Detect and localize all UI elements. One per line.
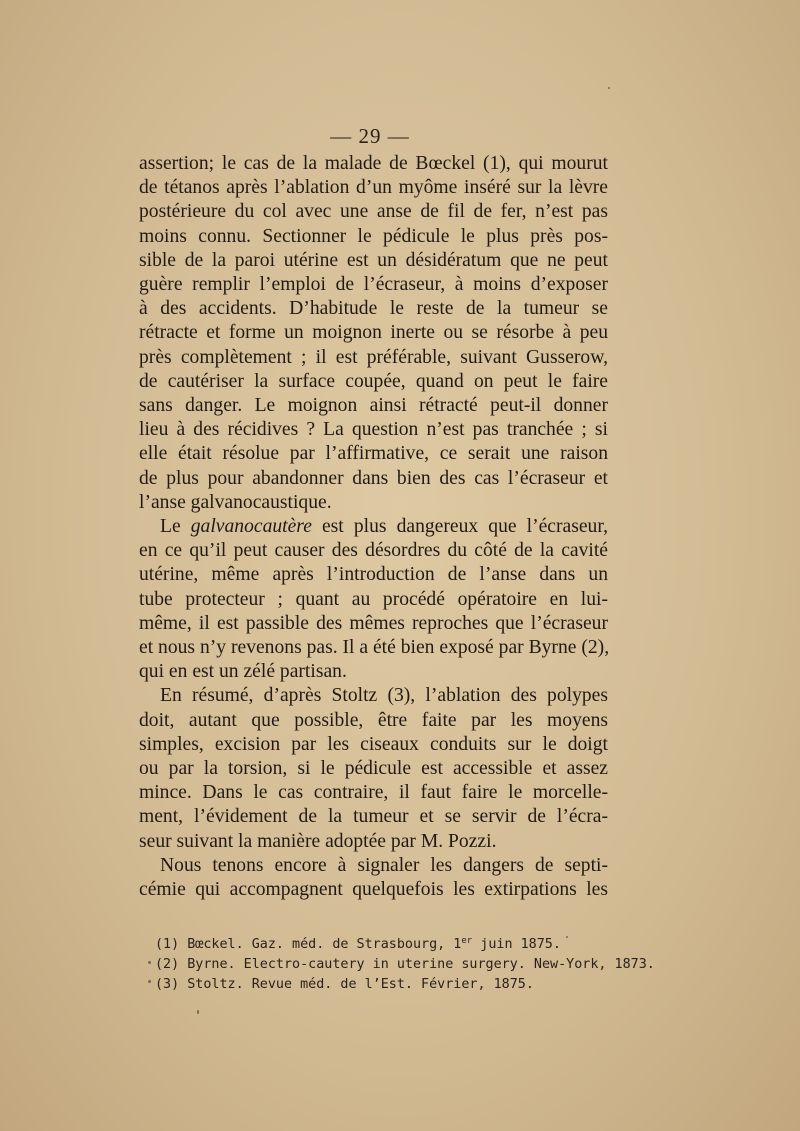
text-line: moins connu. Sectionner le pédicule le plus près pos- [139, 225, 608, 247]
text-line: sible de la paroi utérine est un désidératum que ne peut [139, 249, 608, 271]
text-line: sans danger. Le moignon ainsi rétracté peut-il donner [139, 395, 608, 417]
text-line: tube protecteur ; quant au procédé opératoire en lui- [139, 588, 608, 610]
text-line: assertion; le cas de la malade de Bœckel (1), qui mourut [139, 153, 608, 174]
paper-speck [148, 980, 151, 983]
text-line: Nous tenons encore à signaler les dangers de septi- [160, 854, 608, 876]
text-line: mince. Dans le cas contraire, il faut faire le morcelle- [139, 782, 608, 804]
text-line: de cautériser la surface coupée, quand on peut le faire [139, 370, 608, 392]
text-line: seur suivant la manière adoptée par M. Pozzi. [139, 830, 497, 852]
text-line: de tétanos après l’ablation d’un myôme inséré sur la lèvre [139, 177, 608, 199]
text-line: postérieure du col avec une anse de fil de fer, n’est pas [139, 201, 608, 223]
footnote: (3) Stoltz. Revue méd. de l’Est. Février, 1875. [155, 977, 534, 992]
text-line: cémie qui accompagnent quelquefois les extirpations les [139, 879, 608, 901]
text-line: même, il est passible des mêmes reproches que l’écraseur [139, 612, 608, 634]
footnotes [155, 931, 655, 995]
text-line: simples, excision par les ciseaux conduits sur le doigt [139, 733, 608, 755]
paper-speck [148, 961, 151, 964]
text-line: lieu à des récidives ? La question n’est pas tranchée ; si [139, 419, 608, 441]
text-line: elle était résolue par l’affirmative, ce serait une raison [139, 443, 608, 465]
superscript: er [461, 936, 473, 946]
text-line: l’anse galvanocaustique. [139, 491, 332, 513]
paper-speck [197, 1010, 199, 1014]
page-number: — 29 — [330, 124, 410, 148]
text-line: En résumé, d’après Stoltz (3), l’ablation des polypes [160, 685, 608, 707]
text-line: près complètement ; il est préférable, suivant Gusserow, [139, 346, 608, 368]
text-run: Le [160, 516, 191, 538]
paper-speck [608, 87, 610, 89]
italic-term: galvanocautère [190, 516, 312, 538]
paper-speck [566, 936, 568, 938]
text-line: ment, l’évidement de la tumeur et se servir de l’écra- [139, 806, 608, 828]
footnote-text: juin 1875. [472, 937, 561, 952]
text-line: rétracte et forme un moignon inerte ou se résorbe à peu [139, 322, 608, 344]
text-line: doit, autant que possible, être faite par les moyens [139, 709, 608, 731]
text-line: de plus pour abandonner dans bien des cas l’écraseur et [139, 467, 608, 489]
text-line [139, 515, 608, 539]
footnote [155, 931, 615, 955]
text-run: est plus dangereux que l’écraseur, [311, 516, 608, 538]
text-line: qui en est un zélé partisan. [139, 661, 347, 683]
text-line: guère remplir l’emploi de l’écraseur, à moins d’exposer [139, 274, 608, 296]
text-line: en ce qu’il peut causer des désordres du côté de la cavité [139, 540, 608, 562]
text-line: à des accidents. D’habitude le reste de la tumeur se [139, 298, 608, 320]
text-line: ou par la torsion, si le pédicule est accessible et assez [139, 758, 608, 780]
footnote-text: (1) Bœckel. Gaz. méd. de Strasbourg, 1 [155, 937, 462, 952]
body-text [139, 152, 608, 902]
footnote: (2) Byrne. Electro-cautery in uterine surgery. New-York, 1873. [155, 957, 655, 972]
text-line: utérine, même après l’introduction de l’anse dans un [139, 564, 608, 586]
text-line: et nous n’y revenons pas. Il a été bien exposé par Byrne (2), [139, 637, 610, 659]
